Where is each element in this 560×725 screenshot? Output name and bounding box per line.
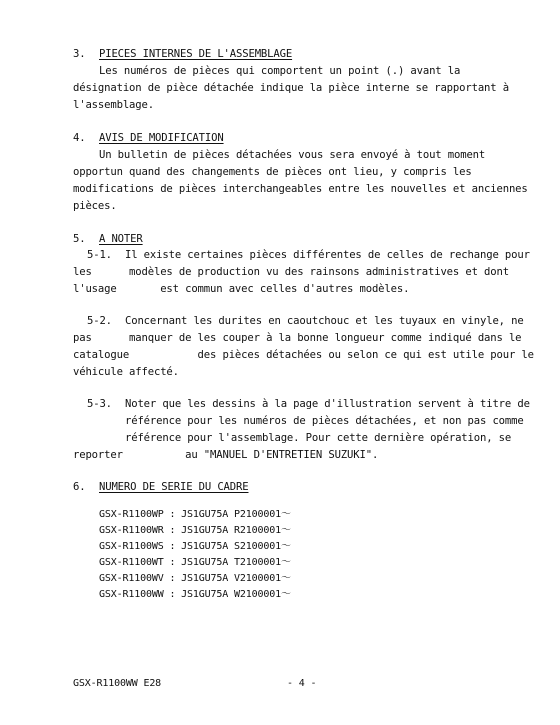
section-3-line-1: Les numéros de pièces qui comportent un point (.) avant la <box>99 65 461 77</box>
section-3-number: 3. <box>73 48 86 60</box>
serial-row: GSX-R1100WV : JS1GU75A V2100001～ <box>99 573 291 584</box>
section-4-number: 4. <box>73 132 86 144</box>
item-5-1-line-2: les modèles de production vu des rainsons administratives et dont <box>73 266 509 278</box>
section-4-line-2: opportun quand des changements de pièces ont lieu, y compris les <box>73 166 472 178</box>
item-5-1-line-1: Il existe certaines pièces différentes de celles de rechange pour <box>125 249 530 261</box>
section-4-title: AVIS DE MODIFICATION <box>99 132 224 144</box>
footer-model: GSX-R1100WW E28 <box>73 678 162 689</box>
item-5-3-number: 5-3. <box>87 398 112 410</box>
serial-row: GSX-R1100WS : JS1GU75A S2100001～ <box>99 541 291 552</box>
section-5-number: 5. <box>73 233 86 245</box>
section-3-line-3: l'assemblage. <box>73 99 154 111</box>
item-5-3-line-2: référence pour les numéros de pièces détachées, et non pas comme <box>125 415 524 427</box>
serial-row: GSX-R1100WR : JS1GU75A R2100001～ <box>99 525 291 536</box>
item-5-2-line-3: catalogue des pièces détachées ou selon ce qui est utile pour le <box>73 349 534 361</box>
serial-row: GSX-R1100WT : JS1GU75A T2100001～ <box>99 557 291 568</box>
item-5-3-line-3: référence pour l'assemblage. Pour cette dernière opération, se <box>125 432 512 444</box>
section-4-line-1: Un bulletin de pièces détachées vous sera envoyé à tout moment <box>99 149 486 161</box>
section-3-line-2: désignation de pièce détachée indique la pièce interne se rapportant à <box>73 82 509 94</box>
section-3-title: PIECES INTERNES DE L'ASSEMBLAGE <box>99 48 293 60</box>
footer-page-number: - 4 - <box>287 678 317 689</box>
item-5-1-line-3: l'usage est commun avec celles d'autres modèles. <box>73 283 410 295</box>
item-5-2-line-2: pas manquer de les couper à la bonne longueur comme indiqué dans le <box>73 332 522 344</box>
item-5-2-line-4: véhicule affecté. <box>73 366 179 378</box>
section-4-line-3: modifications de pièces interchangeables entre les nouvelles et anciennes <box>73 183 528 195</box>
serial-row: GSX-R1100WP : JS1GU75A P2100001～ <box>99 509 291 520</box>
section-6-number: 6. <box>73 481 86 493</box>
serial-row: GSX-R1100WW : JS1GU75A W2100001～ <box>99 589 291 600</box>
item-5-2-number: 5-2. <box>87 315 112 327</box>
section-4-line-4: pièces. <box>73 200 117 212</box>
item-5-1-number: 5-1. <box>87 249 112 261</box>
section-6-title: NUMERO DE SERIE DU CADRE <box>99 481 249 493</box>
item-5-2-line-1: Concernant les durites en caoutchouc et les tuyaux en vinyle, ne <box>125 315 524 327</box>
item-5-3-line-1: Noter que les dessins à la page d'illustration servent à titre de <box>125 398 530 410</box>
item-5-3-line-4: reporter au "MANUEL D'ENTRETIEN SUZUKI". <box>73 449 379 461</box>
section-5-title: A NOTER <box>99 233 143 245</box>
